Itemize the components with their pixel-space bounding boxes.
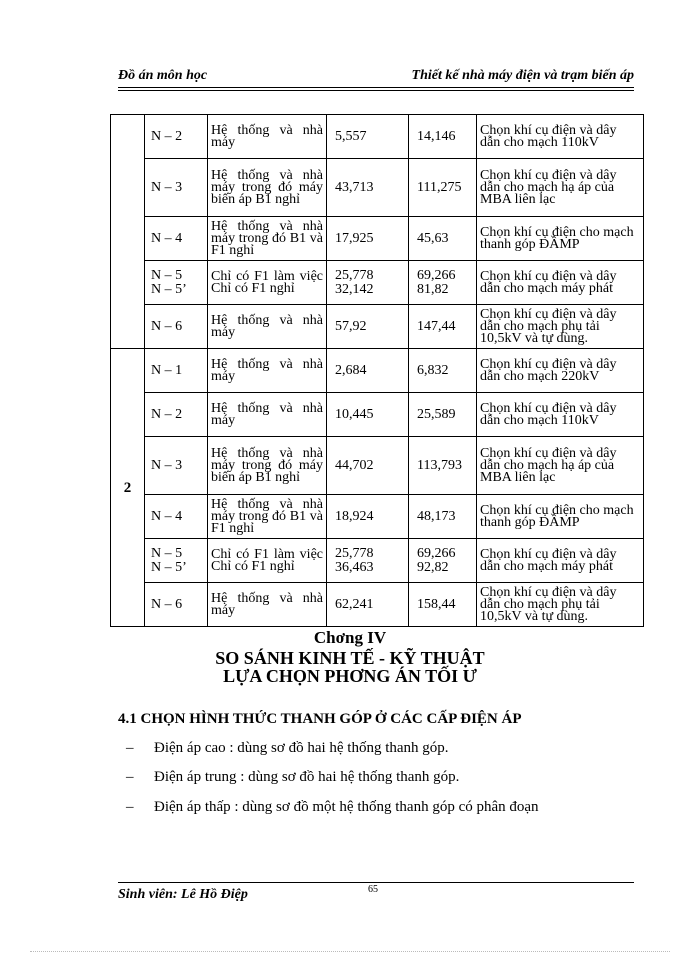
group-label: 2 [111,349,145,627]
current-ixk-cell [409,393,477,437]
footer-student: Sinh viên: Lê Hồ Điệp [118,887,248,902]
current-ixk-cell-line: 147,44 [417,318,456,334]
current-ik-cell-line: 17,925 [335,230,374,246]
source-description-cell: Hệ thống và nhà máy [208,349,327,393]
fault-point-cell-line: N – 6 [151,318,183,334]
current-ik-cell [327,115,409,159]
purpose-cell: Chọn khí cụ điện và dây dẫn cho mạch 220kV [477,349,644,393]
current-ik-cell [327,583,409,627]
current-ixk-cell-line: 92,82 [417,559,449,575]
current-ixk-cell [409,305,477,349]
current-ik-cell-line: 2,684 [335,362,367,378]
current-ixk-cell-line: 25,589 [417,406,456,422]
current-ik-cell [327,261,409,305]
dash-bullet: – [126,799,134,815]
fault-point-cell [145,217,208,261]
purpose-cell: Chọn khí cụ điện và dây dẫn cho mạch 110kV [477,393,644,437]
current-ixk-cell-line: 6,832 [417,362,449,378]
fault-point-cell-line: N – 5’ [151,559,187,575]
current-ixk-cell [409,261,477,305]
fault-point-cell [145,159,208,217]
dash-bullet: – [126,769,134,785]
bullet-text: Điện áp cao : dùng sơ đồ hai hệ thống thanh góp. [154,740,449,756]
source-description-cell: Hệ thống và nhà máy trong đó máy biến áp B1 nghỉ [208,437,327,495]
fault-point-cell-line: N – 6 [151,596,183,612]
purpose-cell: Chọn khí cụ điện cho mạch thanh góp ĐẦMP [477,495,644,539]
fault-point-cell [145,115,208,159]
fault-point-cell-line: N – 1 [151,362,183,378]
table-row [111,583,644,627]
current-ik-cell [327,437,409,495]
current-ixk-cell-line: 158,44 [417,596,456,612]
fault-point-cell-line: N – 5 [151,267,183,283]
table-row [111,539,644,583]
purpose-cell: Chọn khí cụ điện và dây dẫn cho mạch máy phát [477,539,644,583]
purpose-cell: Chọn khí cụ điện cho mạch thanh góp ĐẦMP [477,217,644,261]
fault-point-cell [145,437,208,495]
table-row [111,393,644,437]
bullet-item [126,799,539,816]
page-number: 65 [368,884,378,895]
current-ixk-cell-line: 45,63 [417,230,449,246]
current-ixk-cell [409,495,477,539]
fault-point-cell [145,393,208,437]
current-ixk-cell [409,349,477,393]
current-ik-cell [327,305,409,349]
bullet-text: Điện áp trung : dùng sơ đồ hai hệ thống thanh góp. [154,769,460,785]
header-rule [118,87,634,88]
fault-point-cell [145,349,208,393]
purpose-cell: Chọn khí cụ điện và dây dẫn cho mạch phụ tải 10,5kV và tự dùng. [477,583,644,627]
fault-point-cell-line: N – 3 [151,457,183,473]
table-row [111,437,644,495]
current-ixk-cell-line: 69,266 [417,545,456,561]
purpose-cell: Chọn khí cụ điện và dây dẫn cho mạch máy phát [477,261,644,305]
source-description-cell: Hệ thống và nhà máy [208,305,327,349]
current-ik-cell [327,495,409,539]
current-ik-cell-line: 25,778 [335,267,374,283]
fault-point-cell [145,261,208,305]
purpose-cell: Chọn khí cụ điện và dây dẫn cho mạch hạ áp của MBA liên lạc [477,159,644,217]
fault-point-cell [145,495,208,539]
fault-point-cell-line: N – 4 [151,230,183,246]
current-ixk-cell-line: 113,793 [417,457,462,473]
chapter-number: Chơng IV [313,628,387,647]
purpose-cell: Chọn khí cụ điện và dây dẫn cho mạch phụ tải 10,5kV và tự dùng. [477,305,644,349]
fault-point-cell [145,539,208,583]
source-description-cell: Hệ thống và nhà máy trong đó B1 và F1 nghỉ [208,217,327,261]
current-ixk-cell [409,583,477,627]
chapter-title-line-2: LỰA CHỌN PHƠNG ÁN TỐI Ư [223,666,477,686]
current-ixk-cell [409,539,477,583]
current-ik-cell [327,159,409,217]
current-ixk-cell [409,437,477,495]
source-description-cell: Hệ thống và nhà máy [208,583,327,627]
current-ixk-cell [409,115,477,159]
fault-point-cell-line: N – 4 [151,508,183,524]
current-ik-cell-line: 5,557 [335,128,367,144]
header-course: Đồ án môn học [118,68,208,83]
source-description-cell: Chỉ có F1 làm việc Chỉ có F1 nghỉ [208,261,327,305]
dash-bullet: – [126,740,134,756]
current-ixk-cell-line: 14,146 [417,128,456,144]
purpose-cell: Chọn khí cụ điện và dây dẫn cho mạch 110kV [477,115,644,159]
current-ik-cell [327,217,409,261]
fault-point-cell [145,583,208,627]
table-row [111,159,644,217]
current-ik-cell-line: 36,463 [335,559,374,575]
table-row [111,349,644,393]
table-row [111,305,644,349]
fault-point-cell [145,305,208,349]
source-description-cell: Hệ thống và nhà máy trong đó B1 và F1 nghỉ [208,495,327,539]
source-description-cell: Hệ thống và nhà máy [208,115,327,159]
chapter-title-line-1: SO SÁNH KINH TẾ - KỸ THUẬT [215,648,485,668]
source-description-cell: Hệ thống và nhà máy [208,393,327,437]
header-rule-secondary [118,90,634,91]
current-ixk-cell-line: 111,275 [417,179,462,195]
source-description-cell: Hệ thống và nhà máy trong đó máy biến áp B1 nghỉ [208,159,327,217]
current-ik-cell-line: 62,241 [335,596,374,612]
table-row [111,495,644,539]
current-ixk-cell-line: 81,82 [417,281,449,297]
table-row [111,217,644,261]
bullet-text: Điện áp thấp : dùng sơ đồ một hệ thống thanh góp có phân đoạn [154,799,539,815]
current-ixk-cell [409,159,477,217]
current-ik-cell-line: 57,92 [335,318,367,334]
current-ik-cell-line: 18,924 [335,508,374,524]
fault-point-cell-line: N – 2 [151,128,183,144]
source-description-cell: Chỉ có F1 làm việc Chỉ có F1 nghỉ [208,539,327,583]
current-ik-cell [327,349,409,393]
current-ixk-cell-line: 69,266 [417,267,456,283]
table-row [111,115,644,159]
current-ik-cell-line: 32,142 [335,281,374,297]
fault-point-cell-line: N – 3 [151,179,183,195]
section-heading: 4.1 CHỌN HÌNH THỨC THANH GÓP Ở CÁC CẤP ĐIỆN ÁP [118,711,522,727]
bullet-item [126,740,449,757]
current-ixk-cell [409,217,477,261]
current-ik-cell [327,393,409,437]
footer-rule [118,882,634,883]
current-ik-cell-line: 44,702 [335,457,374,473]
fault-point-cell-line: N – 5 [151,545,183,561]
current-ik-cell [327,539,409,583]
bullet-item [126,769,459,786]
current-ik-cell-line: 10,445 [335,406,374,422]
current-ixk-cell-line: 48,173 [417,508,456,524]
short-circuit-results-table [110,114,644,627]
purpose-cell: Chọn khí cụ điện và dây dẫn cho mạch hạ áp của MBA liên lạc [477,437,644,495]
current-ik-cell-line: 25,778 [335,545,374,561]
group-label [111,115,145,349]
current-ik-cell-line: 43,713 [335,179,374,195]
fault-point-cell-line: N – 5’ [151,281,187,297]
page-header [118,66,634,86]
page-bottom-divider [30,951,670,952]
fault-point-cell-line: N – 2 [151,406,183,422]
table-row [111,261,644,305]
header-project-title: Thiết kế nhà máy điện và trạm biến áp [411,68,634,83]
